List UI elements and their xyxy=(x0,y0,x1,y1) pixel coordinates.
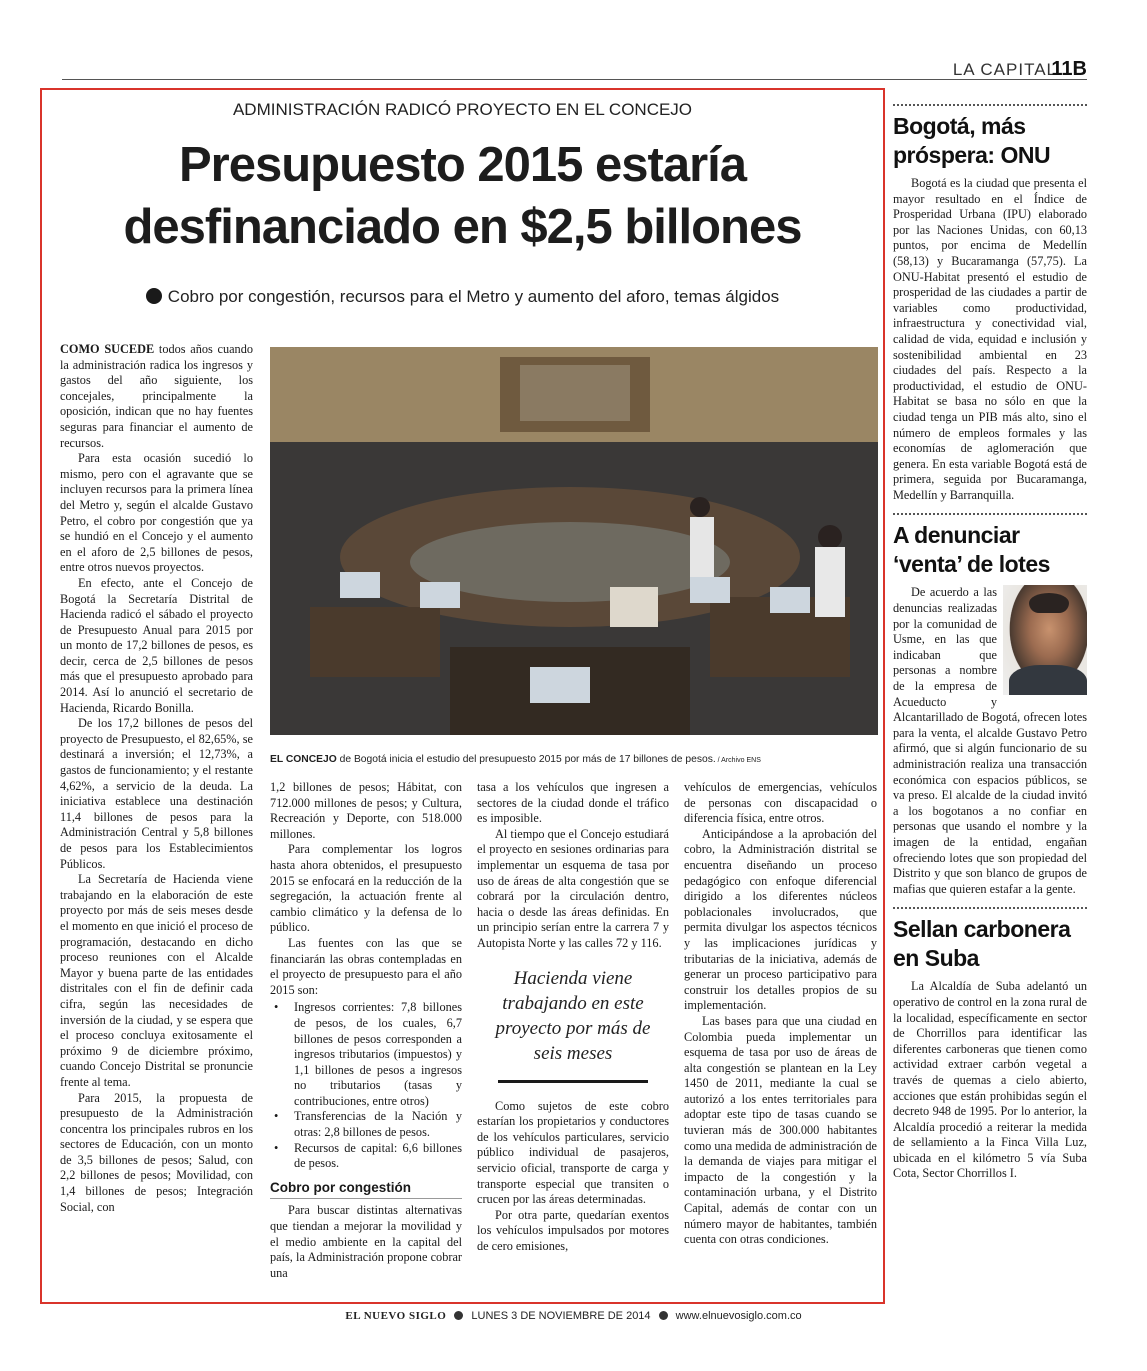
paragraph: Para esta ocasión sucedió lo mismo, pero con el agravante que se incluyen recursos para la primera línea del Metro y, según el alcalde Gustavo Petro, el cobro por congestión que ya se hundió en el Concejo y el aumento en el aforo de 2,5 billones de pesos, entre otros nuevos proyectos. xyxy=(60,451,253,575)
caption-lead: EL CONCEJO xyxy=(270,754,337,765)
headline-line-2: desfinanciado en $2,5 billones xyxy=(123,200,802,254)
paragraph: De acuerdo a las denuncias realizadas por la comunidad de Usme, en las que indicaban que personas a nombre de la empresa de Acueducto y Alcantarillado de Bogotá, ofrecen lotes para la venta, el alcalde Gustavo Petro afirmó, que si algún funcionario de su administración realiza una transacción económica con espacios públicos, se va preso. El alcalde de la ciudad invitó a los bogotanos a no confiar en personas que usando el nombre y la imagen de la entidad, engañan ofreciendo lotes que son propiedad del Distrito y que son blanco de grupos de mafias que quieren estafar a la gente. xyxy=(893,585,1087,896)
photo-illustration xyxy=(270,347,878,735)
caption-credit: / Archivo ENS xyxy=(715,757,761,764)
paragraph: En efecto, ante el Concejo de Bogotá la Secretaría Distrital de Hacienda radicó el sábado el proyecto de Presupuesto Anual para 2015 por un monto de 17,2 billones de pesos, es decir, cerca de 2,5 billones de pesos más que el presupuesto aprobado para 2014. Así lo anunció el secretario de Hacienda, Ricardo Bonilla. xyxy=(60,575,253,715)
paragraph: Anticipándose a la aprobación del cobro, la Administración distrital se encuentra diseñando un proceso pedagógico con enfoque diferencial dirigido a los diferentes núcleos poblacionales involucrados, que permita divulgar los aspectos técnicos y las implicaciones jurídicas y tributarias de la iniciativa, además de generar un proceso participativo para construir los detalles propios de su implementación. xyxy=(684,826,877,1013)
caption-text: de Bogotá inicia el estudio del presupuesto 2015 por más de 17 billones de pesos. xyxy=(336,754,716,765)
article-column-4 xyxy=(684,780,877,1300)
pull-quote: Hacienda viene trabajando en este proyecto por más de seis meses xyxy=(495,967,651,1064)
bullet-icon xyxy=(454,1311,463,1320)
subhead-text: Cobro por congestión, recursos para el Metro y aumento del aforo, temas álgidos xyxy=(167,287,780,306)
brief-text-carbonera xyxy=(893,979,1087,1182)
article-subhead xyxy=(42,287,883,307)
divider xyxy=(893,104,1087,106)
website-link[interactable]: www.elnuevosiglo.com.co xyxy=(675,1310,802,1322)
lead-in: COMO SUCEDE xyxy=(60,342,155,356)
sidebar-briefs xyxy=(893,88,1087,1304)
paragraph: Para buscar distintas alternativas que tiendan a mejorar la movilidad y el medio ambiente en la capital del país, la Administración propone cobrar una xyxy=(270,1203,462,1280)
headline-line-1: Presupuesto 2015 estaría xyxy=(178,138,747,192)
paragraph: Las bases para que una ciudad en Colombia pueda implementar un esquema de tasa por uso de áreas de alta congestión se plantean en la Ley 1450 de 2011, mediante la cual se autorizó a los entes territoriales para adoptar este tipo de tasas cuando se tuvieran más de 300.000 habitantes como una medida de administración de la demanda de viajes para mitigar el impacto de la congestión y la contaminación urbana, y el Distrito Capital, además de contar con un número mayor de habitantes, también cuenta con otras condiciones. xyxy=(684,1013,877,1247)
paragraph: vehículos de emergencias, vehículos de personas con discapacidad o diferencia física, entre otros. xyxy=(684,780,877,826)
article-column-2 xyxy=(270,780,462,1300)
paragraph xyxy=(60,342,253,451)
article-kicker: ADMINISTRACIÓN RADICÓ PROYECTO EN EL CONCEJO xyxy=(232,100,693,119)
paragraph: Al tiempo que el Concejo estudiará el proyecto en sesiones ordinarias para implementar un esquema de tasa por uso de áreas de alta congestión que se cobrará por la circulación dentro, hacia o desde las áreas definidas. En un principio serían entre la carrera 7 y Autopista Norte y las calles 72 y 116. xyxy=(477,826,669,950)
brief-title-carbonera: Sellan carbonera en Suba xyxy=(893,916,1071,972)
paragraph: Para 2015, la propuesta de presupuesto de la Administración concentra los principales rubros en los sectores de Educación, con un monto de 3,5 billones de pesos; Salud, con 2,2 billones de pesos; Movilidad, con 1,4 billones de pesos; Integración Social, con xyxy=(60,1090,253,1214)
page-footer xyxy=(0,1310,1147,1322)
article-column-3 xyxy=(477,780,669,1300)
paragraph: Para complementar los logros hasta ahora obtenidos, el presupuesto 2015 se enfocará en la reducción de la segregación, la actuación frente al cambio climático y la defensa de lo público. xyxy=(270,842,462,935)
newspaper-brand: EL NUEVO SIGLO xyxy=(345,1310,447,1322)
paragraph: Como sujetos de este cobro estarían los propietarios y conductores de los vehículos particulares, servicio público individual de pasajeros, servicio oficial, transporte de carga y transporte especial que transiten o crucen por las áreas determinadas. xyxy=(477,1098,669,1207)
article-column-1 xyxy=(60,342,253,1300)
paragraph: Bogotá es la ciudad que presenta el mayor resultado en el Índice de Prosperidad Urbana (IPU) elaborado por las Naciones Unidas, con 60,13 puntos, por encima de Medellín (58,13) y Bucaramanga (57,75). La ONU-Habitat presentó el estudio de prosperidad de las ciudades a partir de variables como productividad, infraestructura y conectividad vial, calidad de vida, equidad e inclusión y sostenibilidad ambiental en 23 ciudades del país. Respecto a la productividad, el estudio de ONU-Habitat se basa no sólo en que la ciudad tenga un PIB más alto, sino el número de empleos formales y las economías de aglomeración que genera. En esta variable Bogotá está de primera, seguida por Bucaramanga, Medellín y Barranquilla. xyxy=(893,176,1087,502)
pull-quote-rule xyxy=(498,1080,648,1083)
concejo-session-photo xyxy=(270,347,878,735)
brief-text-lotes xyxy=(893,585,1087,897)
photo-caption xyxy=(270,754,878,765)
paragraph: La Secretaría de Hacienda viene trabajando en la elaboración de este proyecto por más de seis meses desde el momento en que inició el proceso de programación, destacando en dicho proceso reuniones con el Alcalde Mayor y buena parte de las entidades distritales con el fin de definir cada cifra, según las necesidades de inversión de la ciudad, y se espera que el proceso concluya exitosamente el próximo 9 de diciembre próximo, cuando Concejo Distrital se pronuncie frente al tema. xyxy=(60,872,253,1089)
paragraph: 1,2 billones de pesos; Hábitat, con 712.000 millones de pesos; y Cultura, Recreación y Deporte, con 518.000 millones. xyxy=(270,780,462,841)
main-article xyxy=(40,88,885,1304)
paragraph: De los 17,2 billones de pesos del proyecto de Presupuesto, el 82,65%, se destinará a inversión; el 12,73%, a gastos de funcionamiento; y el restante 4,62%, a servicio de la deuda. La iniciativa establece una destinación 11,4 billones de pesos para la Administración Central y 5,8 billones de pesos para los Establecimientos Públicos. xyxy=(60,716,253,871)
header-rule xyxy=(62,79,1087,80)
mayor-portrait xyxy=(1003,585,1087,695)
article-headline xyxy=(42,134,883,258)
lead-text: todos años cuando la administración radica los ingresos y gastos del año siguiente, los concejales, principalmente la oposición, indican que no hay fuentes seguras para financiar el aumento de recursos. xyxy=(60,342,253,450)
issue-date: LUNES 3 DE NOVIEMBRE DE 2014 xyxy=(471,1310,651,1322)
bullet-icon xyxy=(146,288,162,304)
paragraph: La Alcaldía de Suba adelantó un operativo de control en la zona rural de la localidad, específicamente en sector de Chorrillos para identificar las diferentes carboneras que tienen como actividad extraer carbón vegetal a través de quemas a cielo abierto, acciones que están prohibidas según el decreto 948 de 1995. Por lo anterior, la Alcaldía procedió a reiterar la medida de sellamiento a la Finca Villa Luz, ubicada en el kilómetro 5 vía Suba Cota, Sector Chorrillos I. xyxy=(893,979,1087,1181)
paragraph: Las fuentes con las que se financiarán las obras contempladas en el proyecto de presupuesto para el año 2015 son: xyxy=(270,935,462,997)
brief-title-onu: Bogotá, más próspera: ONU xyxy=(893,113,1051,168)
divider xyxy=(893,907,1087,909)
paragraph: tasa a los vehículos que ingresen a sectores de la ciudad donde el tráfico es imposible. xyxy=(477,780,669,826)
section-label: LA CAPITAL xyxy=(952,60,1057,79)
page-number: 11B xyxy=(1051,58,1087,80)
funding-sources-list xyxy=(270,1000,462,1172)
section-subtitle: Cobro por congestión xyxy=(270,1180,462,1200)
list-item: • Recursos de capital: 6,6 billones de pesos. xyxy=(270,1141,462,1172)
bullet-icon xyxy=(659,1311,668,1320)
list-item: • Ingresos corrientes: 7,8 billones de pesos, de los cuales, 6,7 billones de pesos corresponden a ingresos tributarios (impuestos) y 1,1 billones de pesos a ingresos no tributarios (tasas y contribuciones, entre otros) xyxy=(270,1000,462,1109)
brief-title-lotes: A denunciar ‘venta’ de lotes xyxy=(893,522,1050,578)
brief-text-onu xyxy=(893,176,1087,503)
paragraph: Por otra parte, quedarían exentos los vehículos impulsados por motores de cero emisiones, xyxy=(477,1207,669,1253)
divider xyxy=(893,513,1087,515)
list-item: • Transferencias de la Nación y otras: 2,8 billones de pesos. xyxy=(270,1109,462,1140)
